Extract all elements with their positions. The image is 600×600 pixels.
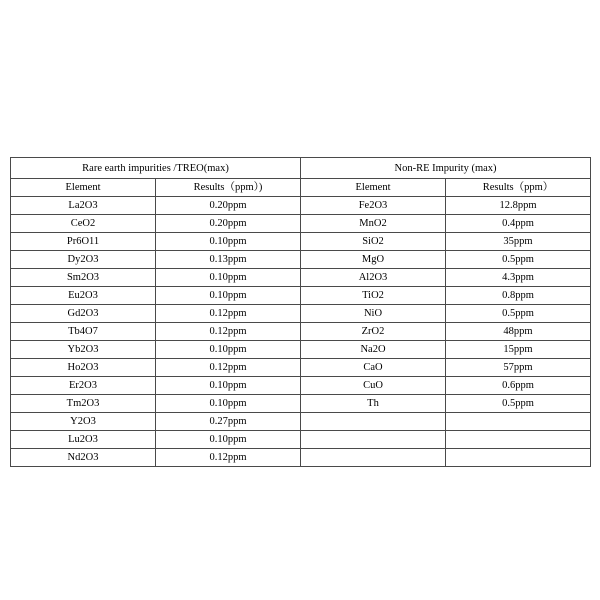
table-cell-re-result: 0.20ppm	[156, 197, 301, 215]
table-cell-re-result: 0.10ppm	[156, 233, 301, 251]
table-cell-re-result: 0.10ppm	[156, 431, 301, 449]
table-cell-nre-result: 57ppm	[446, 359, 591, 377]
table-cell-re-result: 0.10ppm	[156, 341, 301, 359]
table-cell-nre-result	[446, 449, 591, 467]
table-cell-nre-element	[301, 413, 446, 431]
table-row	[11, 323, 591, 341]
table-cell-re-result: 0.13ppm	[156, 251, 301, 269]
group-header-cell: Rare earth impurities /TREO(max)	[11, 158, 301, 179]
table-cell-nre-element: Na2O	[301, 341, 446, 359]
table-row	[11, 341, 591, 359]
table-cell-re-result: 0.12ppm	[156, 323, 301, 341]
column-header-cell: Results（ppm）)	[156, 179, 301, 197]
table-row	[11, 305, 591, 323]
table-cell-nre-element	[301, 431, 446, 449]
table-cell-nre-result	[446, 413, 591, 431]
table-row	[11, 251, 591, 269]
column-header-cell: Element	[301, 179, 446, 197]
table-cell-re-result: 0.10ppm	[156, 377, 301, 395]
table-cell-re-element: Lu2O3	[11, 431, 156, 449]
table-cell-re-element: Tm2O3	[11, 395, 156, 413]
table-cell-nre-result: 15ppm	[446, 341, 591, 359]
table-cell-re-result: 0.12ppm	[156, 449, 301, 467]
table-cell-nre-result: 0.5ppm	[446, 251, 591, 269]
table-cell-nre-element: ZrO2	[301, 323, 446, 341]
table-cell-re-result: 0.12ppm	[156, 359, 301, 377]
table-cell-nre-element: CaO	[301, 359, 446, 377]
column-header-cell: Results（ppm）	[446, 179, 591, 197]
table-row	[11, 359, 591, 377]
table-cell-re-result: 0.12ppm	[156, 305, 301, 323]
table-cell-re-element: Eu2O3	[11, 287, 156, 305]
table-row	[11, 413, 591, 431]
group-header-cell: Non-RE Impurity (max)	[301, 158, 591, 179]
table-cell-nre-result: 0.5ppm	[446, 395, 591, 413]
table-cell-re-result: 0.10ppm	[156, 269, 301, 287]
table-cell-re-result: 0.10ppm	[156, 287, 301, 305]
table-cell-nre-result: 0.4ppm	[446, 215, 591, 233]
table-cell-nre-element: SiO2	[301, 233, 446, 251]
table-cell-re-result: 0.20ppm	[156, 215, 301, 233]
table-row	[11, 287, 591, 305]
table-row	[11, 449, 591, 467]
table-column-header-row	[11, 179, 591, 197]
table-cell-nre-element: NiO	[301, 305, 446, 323]
table-cell-re-result: 0.27ppm	[156, 413, 301, 431]
table-cell-re-element: Gd2O3	[11, 305, 156, 323]
table-row	[11, 431, 591, 449]
impurities-table	[10, 157, 591, 467]
table-cell-nre-element: Fe2O3	[301, 197, 446, 215]
table-cell-re-element: Yb2O3	[11, 341, 156, 359]
impurities-table-container	[10, 157, 590, 467]
table-cell-re-element: Ho2O3	[11, 359, 156, 377]
table-cell-re-element: La2O3	[11, 197, 156, 215]
table-cell-nre-result: 0.6ppm	[446, 377, 591, 395]
table-cell-nre-element: MgO	[301, 251, 446, 269]
table-cell-re-element: Dy2O3	[11, 251, 156, 269]
table-cell-nre-result: 0.8ppm	[446, 287, 591, 305]
table-cell-nre-element: Al2O3	[301, 269, 446, 287]
table-cell-re-element: Er2O3	[11, 377, 156, 395]
table-cell-nre-element: TiO2	[301, 287, 446, 305]
table-cell-nre-element: Th	[301, 395, 446, 413]
table-cell-nre-result: 4.3ppm	[446, 269, 591, 287]
table-cell-nre-element: CuO	[301, 377, 446, 395]
table-cell-nre-result: 12.8ppm	[446, 197, 591, 215]
table-cell-re-element: CeO2	[11, 215, 156, 233]
table-cell-nre-result	[446, 431, 591, 449]
table-cell-nre-element	[301, 449, 446, 467]
table-row	[11, 377, 591, 395]
table-cell-nre-result: 35ppm	[446, 233, 591, 251]
column-header-cell: Element	[11, 179, 156, 197]
table-cell-re-element: Pr6O11	[11, 233, 156, 251]
table-cell-re-element: Nd2O3	[11, 449, 156, 467]
table-cell-re-element: Sm2O3	[11, 269, 156, 287]
table-row	[11, 269, 591, 287]
table-body	[11, 158, 591, 467]
table-row	[11, 233, 591, 251]
table-cell-re-element: Y2O3	[11, 413, 156, 431]
table-cell-re-result: 0.10ppm	[156, 395, 301, 413]
table-row	[11, 395, 591, 413]
table-row	[11, 215, 591, 233]
table-cell-nre-result: 48ppm	[446, 323, 591, 341]
table-group-header-row	[11, 158, 591, 179]
table-cell-nre-result: 0.5ppm	[446, 305, 591, 323]
table-cell-re-element: Tb4O7	[11, 323, 156, 341]
table-row	[11, 197, 591, 215]
table-cell-nre-element: MnO2	[301, 215, 446, 233]
